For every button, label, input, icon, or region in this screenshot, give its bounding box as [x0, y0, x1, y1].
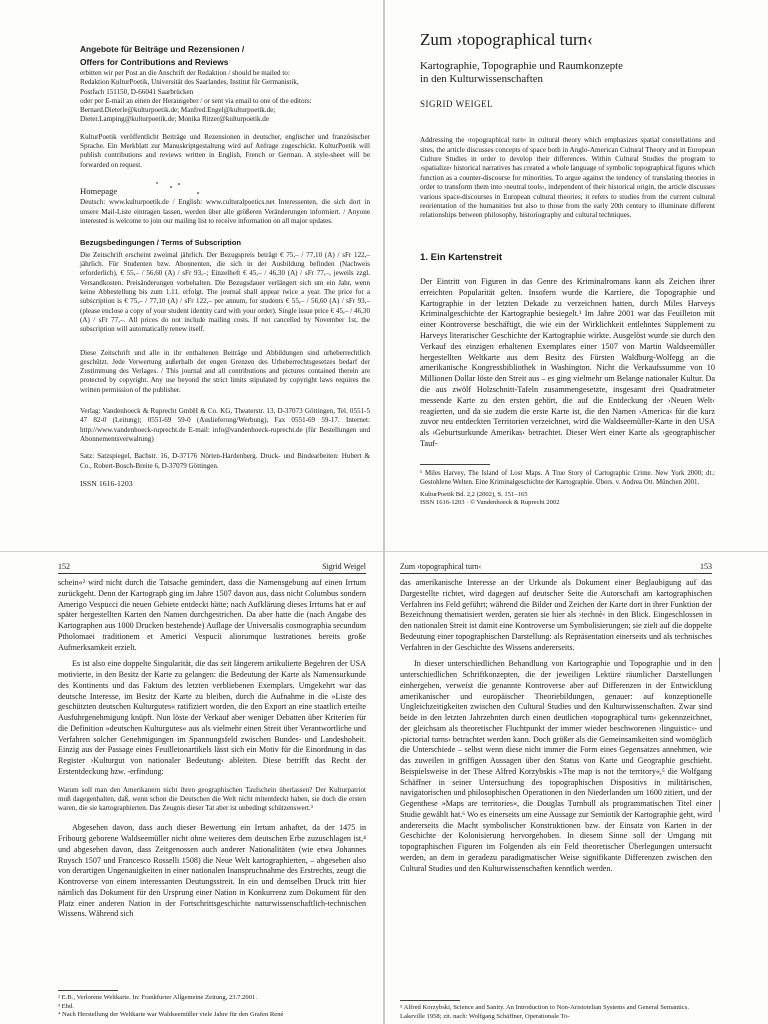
footnote: ¹ Miles Harvey, The Island of Lost Maps. A True Story of Cartographic Crime. New York 2000; dt.: Gestohlene Welten. Eine Kriminalgeschichte der Kartographie. Übers. v. Andrea Ott. München 2001.	[420, 469, 715, 486]
footnote-rule	[420, 464, 490, 465]
article-author: SIGRID WEIGEL	[420, 99, 494, 110]
subtitle-line: in den Kulturwissenschaften	[420, 72, 543, 85]
printer-text: Satz: Satzspiegel, Bachstr. 16, D-37176 Nörten-Hardenberg. Druck- und Bindearbeiten: Hubert & Co., Robert-Bosch-Breite 6, D-37079 Göttingen.	[80, 452, 370, 470]
spread-separator	[0, 551, 768, 552]
margin-mark	[719, 658, 720, 672]
subscription-text: Die Zeitschrift erscheint zweimal jährlich. Der Bezugspreis beträgt € 75,– / 77,10 (A) / sFr 122,– jährlich. Für Studenten bzw. Abonnenten, die sich in der Ausbildung befinden (Nachweis erforderlich), € 55,– / 56,60 (A) / sFr 93,–; Einzelheft € 45,– / 46,30 (A) / sFr 77,–, jeweils zzgl. Versandkosten. Preisänderungen vorbehalten. Die Bezugsdauer verlängert sich um ein Jahr, wenn keine Abbestellung bis zum 1.11. erfolgt. The journal shall appear twice a year. The price for a subscription is € 75,– / 77,10 (A) / sFr 122,– per annum, for students € 55,– / 56,60 (A) / sFr 93,– (please enclose a copy of your student identity card with your order). Single issue price € 45,– / 46,30 (A) / sFr 77,–. All prices do not include mailing costs. If not cancelled by November 1st, the subscription will automatically renew itself.	[80, 250, 370, 334]
subscription-heading: Bezugsbedingungen / Terms of Subscription	[80, 238, 242, 248]
page-153-text	[400, 578, 712, 880]
article-first-page	[420, 30, 715, 508]
article-body: Der Eintritt von Figuren in das Genre des Kriminalromans kann als Zeichen ihrer erreichten Popularität gelten. Insofern wurde die Karriere, die Topographie und Kartographie in der letzten Dekade zu verzeichnen hatten, durch Miles Harveys Kriminalgeschichte der Kartographie besiegelt.¹ Im Jahre 2001 war das Feuilleton mit einer Kontroverse beschäftigt, die wie ein der Wirklichkeit entlehntes Supplement zu Harveys literarischer Geschichte der Kartographie wirkte. Ausgelöst wurde sie durch den Verkauf des einzigen erhaltenen Exemplares einer 1507 von Martin Waldseemüller hergestellten Weltkarte aus dem Besitz des Fürsten Waldburg-Wolfegg an die amerikanische Kongressbibliothek in Washington. Nicht die Verkaufssumme von 10 Millionen Dollar löste den Streit aus – es ging vielmehr um Belange nationaler Kultur. Da die aus zwölf Holzschnitt-Tafeln zusammengesetzte, insgesamt drei Quadratmeter messende Karte zu den ersten gehört, die auf die Entdeckung der ›Neuen Welt‹ reagierten, und da sie zudem die erste Karte ist, die den Namen ›America‹ für die kurz zuvor neu entdeckten Territorien verzeichnet, wird die Waldseemüller-Karte in den USA als ›Geburtsurkunde Amerikas‹ betrachtet. Dieser Wert einer Karte als ›geographischer Tauf-	[420, 277, 715, 448]
running-head-rule	[400, 573, 712, 574]
footnote-rule	[400, 1000, 460, 1001]
journal-meta	[420, 491, 715, 508]
contact-line: Postfach 151150, D-66041 Saarbrücken	[80, 87, 194, 96]
footnotes-152	[58, 990, 366, 1020]
paragraph: schein«² wird nicht durch die Tatsache gemindert, dass die Namensgebung auf einen Irrtum zurückgeht. Denn der Kartograph ging im Jahre 1507 davon aus, dass nicht Columbus sondern Amerigo Vespucci die neuen Gebiete entdeckt hätte; nach Aufklärung dieses Irrtums hat er auf später hergestellten Karten den Namen durchgestrichen. Da aber hatte die (nach Angabe des Kartographen aus 1000 Drucken bestehende) Auflage der Universalis cosmographia secundum Ptholomaei traditionem et Americi Vespucii aliorumque lustrationes bereits große Aufmerksamkeit erzielt.	[58, 578, 366, 652]
gutter-top	[383, 0, 385, 552]
copyright-text: Diese Zeitschrift und alle in ihr enthaltenen Beiträge und Abbildungen sind urheberrechtlich geschützt. Jede Verwertung außerhalb der engen Grenzen des Urheberrechtsgesetzes bedarf der Zustimmung des Verlages. / This journal and all contributions and pictures contained therein are protected by copyright. Any use beyond the strict limits stipulated by copyright laws requires the written permission of the publisher.	[80, 348, 370, 394]
contact-line: erbitten wir per Post an die Anschrift der Redaktion / should be mailed to:	[80, 69, 290, 77]
page-number: 153	[700, 562, 712, 571]
running-head-rule	[58, 573, 366, 574]
footnote: ⁵ Alfred Korzybski, Science and Sanity. An Introduction to Non-Aristotelian Systems and General Semantics. Lakeville 1958; zit. nach: Wolfgang Schäffner, Operationale To-	[400, 1004, 690, 1020]
running-head: Sigrid Weigel	[322, 562, 366, 571]
editorial-info-page	[80, 44, 370, 496]
contact-block	[80, 69, 370, 125]
contact-line: Redaktion KulturPoetik, Universität des Saarlandes, Institut für Germanistik,	[80, 78, 299, 87]
footnote-rule	[58, 990, 118, 991]
journal-meta-line: KulturPoetik Bd. 2,2 (2002), S. 151–165	[420, 490, 528, 498]
block-quote: Warum soll man den Amerikanern nicht ihren geographischen Taufschein überlassen? Der Kulturpatriot muß dagegenhalten, daß, wenn schon die Deutschen die Welt nicht mitentdeckt haben, sie doch die ersten waren, die sie kartographierten. Das Zeugnis dieser Tat aber ist unbedingt schützenswert.³	[58, 785, 366, 813]
running-head: Zum ›topographical turn‹	[400, 562, 482, 571]
contact-line: Dieter.Lamping@kulturpoetik.de; Monika Ritzer@kulturpoetik.de	[80, 115, 269, 124]
homepage-heading: Homepage	[80, 185, 118, 196]
section-heading: 1. Ein Kartenstreit	[420, 251, 503, 263]
footnote: ⁴ Nach Herstellung der Weltkarte war Waldseemüller viele Jahre für den Grafen René	[58, 1011, 284, 1019]
margin-mark	[719, 800, 720, 812]
footnote: ² E.B., Verlorene Weltkarte. In: Frankfurter Allgemeine Zeitung, 23.7.2001.	[58, 994, 257, 1001]
paragraph: Abgesehen davon, dass auch dieser Bewertung ein Irrtum anhaftet, da der 1475 in Fribourg geborene Waldseemüller nicht ohne weiteres dem deutschen Erbe zuzuschlagen ist,⁴ und abgesehen davon, dass Zeitgenossen auch anderer Nationalitäten (wie etwa Johannes Ruysch 1507 und Francesco Rosselli 1508) die Neue Welt kartographierten, – abgesehen also von derartigen Ungenauigkeiten in einer nationalen Inanspruchnahme des Erstrechts, zeugt die Kontroverse von einem interessanten Deutungsstreit. In ein und demselben Druck tritt hier nämlich das Dokument für den Ursprung einer Nation in Konkurrenz zum Dokument für den Platz einer anderen Nation in der Fortschrittsgeschichte naturwissenschaftlich-technischen Wissens. Während sich	[58, 823, 366, 919]
paragraph: In dieser unterschiedlichen Behandlung von Kartographie und Topographie und in den unterschiedlichen Schriftkonzepten, die der jeweiligen Lektüre räumlicher Darstellungen einhergehen, verweist die genannte Kontroverse aber auf Differenzen in der Entwicklung amerikanischer und europäischer Theoriebildungen, genauer: auf konzeptionelle Ungleichzeitigkeiten zwischen den Cultural Studies und den Kulturwissenschaften. Zwar sind beide in den letzten Jahrzehnten durch einen deutlichen ›topographical turn‹ gekennzeichnet, der gleichsam als theoretischer Fluchtpunkt der immer wieder beschworenen ›linguistic‹- und ›pictorial turns‹ betrachtet werden kann. Doch größer als die Gemeinsamkeiten sind womöglich die Unterschiede – selbst wenn diese nicht immer die Form eines Gegensatzes annehmen, wie das zuweilen in griffigen Aussagen über den Status von Karte und Geographie geschieht. Beispielsweise in der These Alfred Korzybskis »The map is not the territory«,⁵ die Wolfgang Schäffner in seiner Untersuchung des topographischen Dispositivs in militärischen, navigatorischen und philosophischen Operationen in den Niederlanden um 1600 zitiert, und der Gegenthese »Maps are territories«, die Douglas Turnbull als programmatischen Titel einer Studie gewählt hat.⁶ Wo es einerseits um eine Aussage zur Semiotik der Kartographie geht, wird andererseits die Macht symbolischer Konstruktionen bzw. der Einsatz von Karten in der Geschichte der Kolonisierung hervorgehoben. In diesem Sinne soll der Umgang mit topographischen Figuren im Folgenden als ein Feld theoretischer Überlegungen untersucht werden, an dem in geradezu paradigmatischer Weise signifikante Differenzen zwischen den Cultural Studies und den Kulturwissenschaften kenntlich werden.	[400, 659, 712, 873]
publication-note: KulturPoetik veröffentlicht Beiträge und Rezensionen in deutscher, englischer und französischer Sprache. Ein Merkblatt zur Manuskriptgestaltung wird auf Anfrage zugeschickt. KulturPoetik will publish contributions and reviews written in English, French or German. A style-sheet will be forwarded on request.	[80, 132, 370, 169]
offers-heading-en: Offers for Contributions and Reviews	[80, 56, 229, 67]
gutter-bottom	[383, 552, 385, 1024]
journal-meta-line: ISSN 1616-1203 · © Vandenhoeck & Ruprecht 2002	[420, 499, 560, 507]
article-subtitle	[420, 60, 715, 85]
paragraph: das amerikanische Interesse an der Urkunde als Dokument einer Beglaubigung auf das Dargestellte richtet, wird dagegen auf deutscher Seite die Autorschaft am kartographischen Verfahren ins Feld geführt; während die Bilder und Zeichen der Karte dort in ihrer Funktion der Bezeichnung thematisiert werden, geraten sie hier als ›technè‹ in den Blick. Eingeschlossen in den nationalen Streit ist damit eine Kontroverse um Symbolisierungen; sie zielt auf die doppelte Bedeutung einer topographischen Darstellung: als Repräsentation einerseits und als technisches Verfahren in der Geschichte des Wissens andererseits.	[400, 578, 712, 652]
article-abstract: Addressing the ›topographical turn‹ in cultural theory which emphasizes spatial constellations and sites, the article discusses concepts of space both in Anglo-American Cultural Theory and in European Culture Studies in order to develop their differences. Within Cultural Studies the program to ›spatialize‹ historical narratives has created a whole language of symbolic topographical figures which function as a counter-discourse for minorities. To argue against the tendency of translating theories in order to transform them into ›neutral tools‹, independent of their historical origin, the article discusses various space-discourses in European cultural theories; it refers to studies from the current cultural reorientation of the humanities but also to those from the early 20th century to illuminate different relationships between philosophy, historiography and cultural techniques.	[420, 136, 715, 220]
article-title: Zum ›topographical turn‹	[420, 30, 593, 49]
publisher-text: Verlag: Vandenhoeck & Ruprecht GmbH & Co. KG, Theaterstr. 13, D-37073 Göttingen, Tel. 0551-5 47 82-0 (Leitung); 0551-69 59-0 (Auslieferung/Werbung), Fax 0551-69 59-17. Internet: http://www.vandenhoeck-ruprecht.de E-mail: info@vandenhoeck-ruprecht.de (für Bestellungen und Abonnementsverwaltung)	[80, 407, 370, 443]
paragraph: Es ist also eine doppelte Singularität, die das seit längerem artikulierte Begehren der USA motivierte, in den Besitz der Karte zu gelangen: die Bedeutung der Karte als Namensurkunde des Kontinents und das Faktum des letzten verbliebenen Exemplars. Umgekehrt war das deutsche Interesse, im Besitz der Karte zu bleiben, durch die Aufnahme in die »Liste des geschützten deutschen Kulturgutes« ratifiziert worden, die den Export an eine staatlich erteilte Ausfuhrgenehmigung knüpft. Nun löste der Verkauf aber weniger Debatten über Kriterien für die Definition »deutschen Kulturgutes« aus als vielmehr einen Streit über Verantwortliche und Verfahren solcher Genehmigungen im Spannungsfeld zwischen Bundes- und Landeshoheit. Einzig aus der Passage eines Feuilletonartikels lässt sich ein Motiv für die Einordnung in das Register ›Kulturgut von nationaler Bedeutung‹ ableiten. Diese betrifft das Recht der Erstentdeckung bzw. -erfindung:	[58, 659, 366, 776]
issn: ISSN 1616-1203	[80, 478, 133, 488]
page-152-text	[58, 578, 366, 926]
homepage-text: Deutsch: www.kulturpoetik.de / English: www.culturalpoetics.net Interessenten, die sich dort in unsere Mail-Liste eintragen lassen, werden über alle größeren Veränderungen informiert. / Anyone interested is welcome to join our mailing list to receive information on all major updates.	[80, 198, 370, 226]
subtitle-line: Kartographie, Topographie und Raumkonzepte	[420, 60, 623, 72]
offers-heading-de: Angebote für Beiträge und Rezensionen /	[80, 44, 245, 54]
contact-line: Bernard.Dieterle@kulturpoetik.de; Manfred.Engel@kulturpoetik.de;	[80, 106, 276, 115]
contact-line: oder per E-mail an einen der Herausgeber / or sent via email to one of the editors:	[80, 96, 312, 105]
footnotes-153	[400, 1000, 712, 1021]
footnote: ³ Ebd.	[58, 1002, 74, 1010]
page-number: 152	[58, 562, 70, 571]
